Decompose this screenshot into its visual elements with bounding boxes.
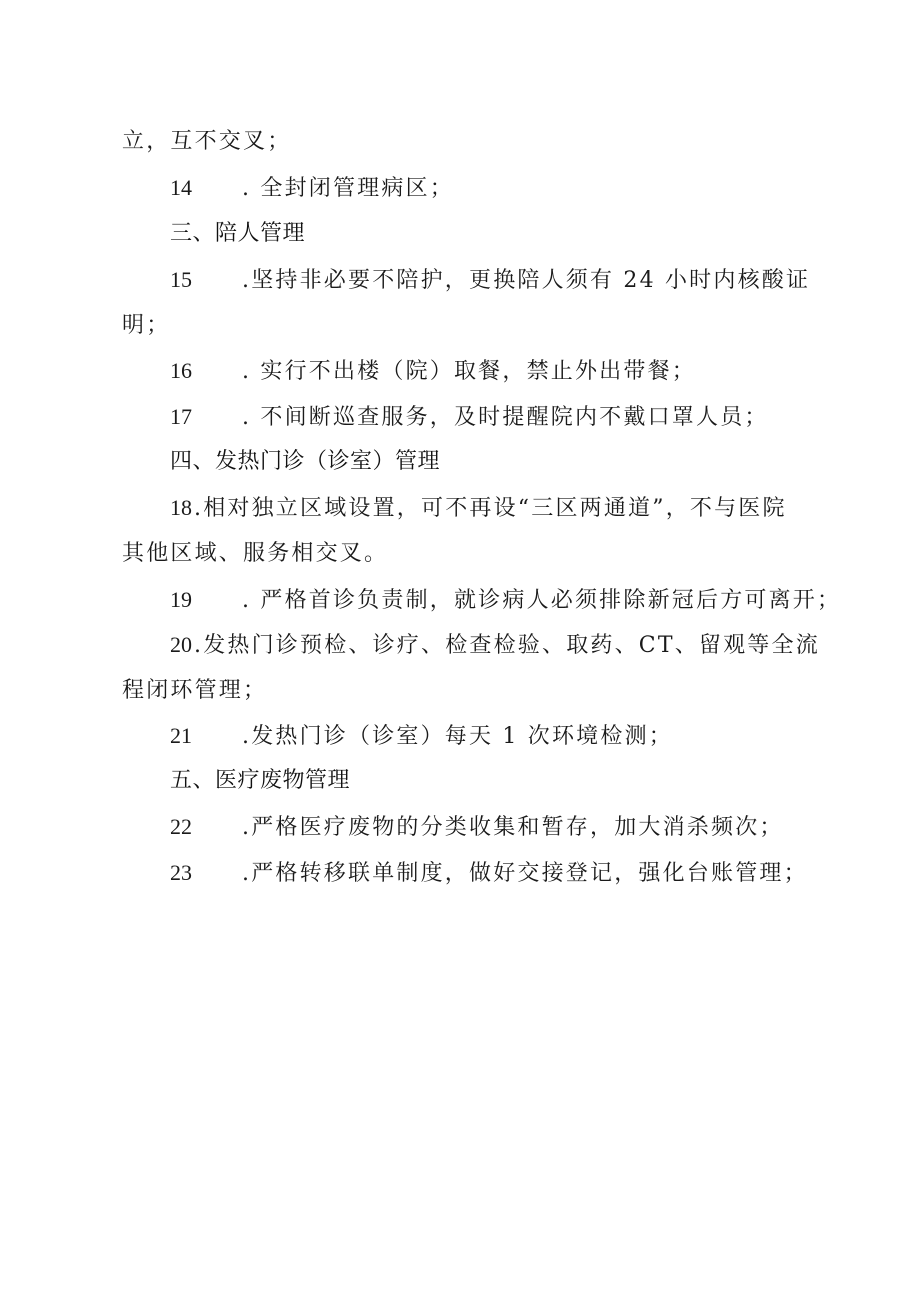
item-text: . 全封闭管理病区； xyxy=(242,176,454,201)
line-text: 程闭环管理； xyxy=(122,678,268,703)
text-line xyxy=(122,312,170,340)
list-item xyxy=(170,859,808,888)
item-number: 21 xyxy=(170,723,192,748)
list-item xyxy=(170,813,784,842)
item-text: .严格转移联单制度，做好交接登记，强化台账管理； xyxy=(242,861,808,886)
list-item xyxy=(170,266,810,295)
item-text: .发热门诊（诊室）每天 1 次环境检测； xyxy=(242,724,673,749)
list-item xyxy=(170,357,696,386)
item-text: .严格医疗废物的分类收集和暂存，加大消杀频次； xyxy=(242,815,784,840)
section-heading: 三、陪人管理 xyxy=(170,221,306,246)
item-number: 16 xyxy=(170,358,192,383)
item-number: 17 xyxy=(170,404,192,429)
item-text: . 严格首诊负责制，就诊病人必须排除新冠后方可离开； xyxy=(242,588,842,613)
list-item xyxy=(170,631,820,660)
item-number: 15 xyxy=(170,267,192,292)
section-heading: 五、医疗废物管理 xyxy=(170,768,351,793)
item-text: .坚持非必要不陪护，更换陪人须有 24 小时内核酸证 xyxy=(242,268,811,293)
list-item xyxy=(170,174,454,203)
line-text: 立，互不交叉； xyxy=(122,129,292,154)
item-number: 14 xyxy=(170,175,192,200)
list-item xyxy=(170,403,769,432)
item-number: 19 xyxy=(170,587,192,612)
item-text: . 不间断巡查服务，及时提醒院内不戴口罩人员； xyxy=(242,405,769,430)
section-heading: 四、发热门诊（诊室）管理 xyxy=(170,449,441,474)
list-item xyxy=(170,722,673,751)
item-number: 20 xyxy=(170,632,192,657)
text-line xyxy=(122,677,267,705)
item-number: 18 xyxy=(170,495,192,520)
line-text: 明； xyxy=(122,313,171,338)
list-item xyxy=(170,586,841,615)
item-number: 23 xyxy=(170,860,192,885)
list-item xyxy=(170,494,787,523)
item-number: 22 xyxy=(170,814,192,839)
item-text: .相对独立区域设置，可不再设“三区两通道”，不与医院 xyxy=(194,496,787,521)
item-text: .发热门诊预检、诊疗、检查检验、取药、CT、留观等全流 xyxy=(194,633,820,658)
text-line xyxy=(122,128,291,156)
item-text: . 实行不出楼（院）取餐，禁止外出带餐； xyxy=(242,359,696,384)
text-line xyxy=(122,540,388,568)
line-text: 其他区域、服务相交叉。 xyxy=(122,541,389,566)
